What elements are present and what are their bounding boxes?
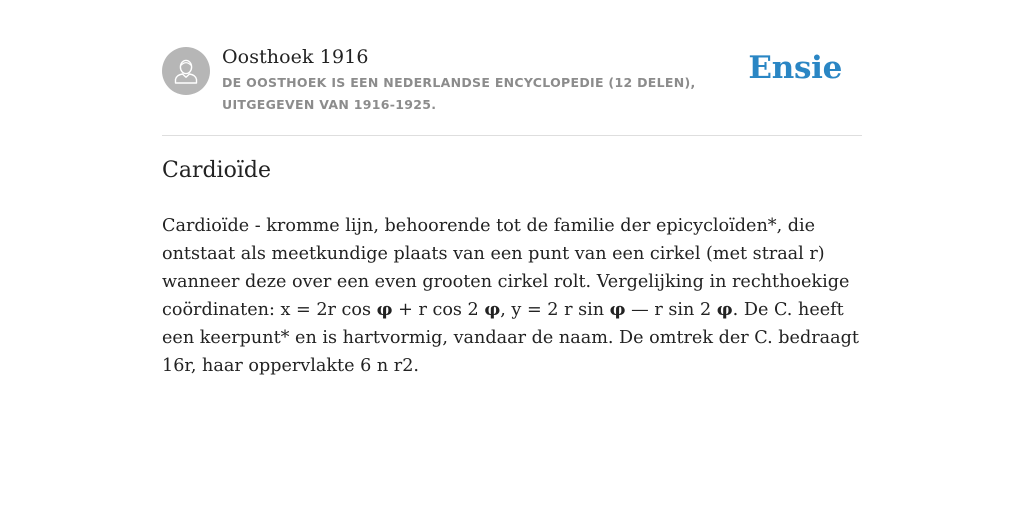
article-body <box>162 212 862 380</box>
source-header <box>162 40 862 136</box>
phi-symbol: φ <box>376 299 393 320</box>
body-text-segment: + r cos 2 <box>392 300 485 320</box>
source-name[interactable]: Oosthoek 1916 <box>222 46 369 68</box>
user-avatar-icon[interactable] <box>162 47 210 95</box>
phi-symbol: φ <box>484 299 501 320</box>
body-text-segment: Cardioïde - kromme lijn, behoorende tot de familie der epicycloïden*, die ontstaat als meetkundige plaats van een punt van een cirkel (met straal r) wanneer deze over een even grooten cirkel rolt. Vergelijking in rechthoekige coördinaten: x = 2r cos <box>162 216 850 320</box>
body-text-segment: , y = 2 r sin <box>500 300 610 320</box>
source-description: DE OOSTHOEK IS EEN NEDERLANDSE ENCYCLOPEDIE (12 DELEN), UITGEGEVEN VAN 1916-1925. <box>222 75 696 112</box>
phi-symbol: φ <box>609 299 626 320</box>
body-text-segment: . De C. heeft een keerpunt* en is hartvormig, vandaar de naam. De omtrek der C. bedraagt 16r, haar oppervlakte 6 n r2. <box>162 300 859 376</box>
ensie-logo[interactable]: Ensie <box>748 50 842 86</box>
phi-symbol: φ <box>716 299 733 320</box>
article-title: Cardioïde <box>162 158 271 183</box>
body-text-segment: — r sin 2 <box>625 300 717 320</box>
